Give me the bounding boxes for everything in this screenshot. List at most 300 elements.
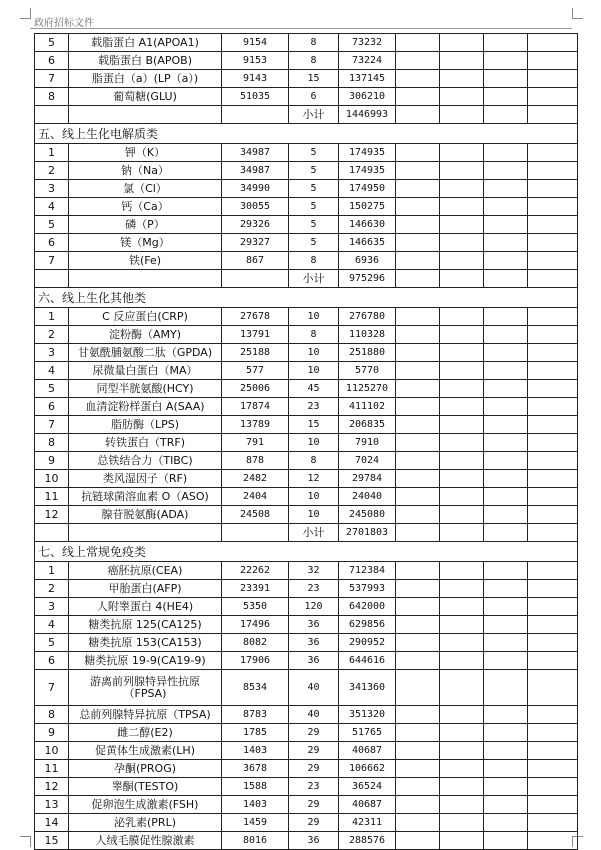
item-quantity: 17874 [222,398,289,416]
item-quantity: 878 [222,452,289,470]
table-row [35,52,578,70]
item-quantity: 24508 [222,506,289,524]
item-total: 36524 [339,778,396,796]
table-row [35,724,578,742]
empty-cell [484,252,528,270]
item-quantity: 23391 [222,580,289,598]
empty-cell [396,252,440,270]
header-divider [30,28,572,29]
row-number: 4 [35,362,69,380]
item-quantity: 5350 [222,598,289,616]
item-unit-price: 23 [289,778,339,796]
row-number: 1 [35,144,69,162]
item-quantity: 791 [222,434,289,452]
item-quantity: 1459 [222,814,289,832]
empty-cell [396,52,440,70]
empty-cell [484,234,528,252]
table-row [35,70,578,88]
row-number: 2 [35,162,69,180]
subtotal-row [35,106,578,124]
item-total: 7910 [339,434,396,452]
row-number: 6 [35,234,69,252]
item-quantity: 22262 [222,562,289,580]
empty-cell [222,524,289,542]
item-unit-price: 12 [289,470,339,488]
item-quantity: 2404 [222,488,289,506]
table-row [35,452,578,470]
empty-cell [484,326,528,344]
empty-cell [484,580,528,598]
empty-cell [484,616,528,634]
empty-cell [440,88,484,106]
empty-cell [528,724,578,742]
item-total: 276780 [339,308,396,326]
empty-cell [396,106,440,124]
empty-cell [440,470,484,488]
item-quantity: 51035 [222,88,289,106]
table-row [35,434,578,452]
empty-cell [69,106,222,124]
item-total: 411102 [339,398,396,416]
empty-cell [440,832,484,850]
empty-cell [396,524,440,542]
item-unit-price: 29 [289,796,339,814]
table-row [35,562,578,580]
empty-cell [484,270,528,288]
item-name: 钠（Na） [69,162,222,180]
table-row [35,198,578,216]
empty-cell [528,308,578,326]
item-total: 174950 [339,180,396,198]
item-quantity: 34987 [222,144,289,162]
row-number: 8 [35,434,69,452]
item-unit-price: 45 [289,380,339,398]
row-number: 3 [35,598,69,616]
item-unit-price: 23 [289,398,339,416]
item-unit-price: 5 [289,198,339,216]
empty-cell [396,308,440,326]
empty-cell [484,706,528,724]
item-unit-price: 10 [289,434,339,452]
empty-cell [528,778,578,796]
item-unit-price: 29 [289,760,339,778]
empty-cell [396,652,440,670]
table-row [35,760,578,778]
empty-cell [396,344,440,362]
item-total: 51765 [339,724,396,742]
empty-cell [396,778,440,796]
section-heading: 七、线上常规免疫类 [35,542,578,562]
empty-cell [440,416,484,434]
empty-cell [440,452,484,470]
empty-cell [440,580,484,598]
row-number: 5 [35,34,69,52]
empty-cell [528,634,578,652]
empty-cell [396,796,440,814]
item-unit-price: 5 [289,234,339,252]
row-number: 5 [35,634,69,652]
empty-cell [222,270,289,288]
item-name: 载脂蛋白 B(APOB) [69,52,222,70]
empty-cell [396,88,440,106]
empty-cell [484,434,528,452]
empty-cell [440,524,484,542]
item-quantity: 1588 [222,778,289,796]
row-number: 2 [35,580,69,598]
table-row [35,832,578,850]
item-quantity: 17906 [222,652,289,670]
empty-cell [528,760,578,778]
item-quantity: 25188 [222,344,289,362]
row-number: 8 [35,706,69,724]
item-unit-price: 8 [289,252,339,270]
empty-cell [440,796,484,814]
item-name: 甘氨酰脯氨酸二肽（GPDA) [69,344,222,362]
empty-cell [396,452,440,470]
empty-cell [484,832,528,850]
table-row [35,616,578,634]
row-number: 5 [35,380,69,398]
item-name: 总前列腺特异抗原（TPSA) [69,706,222,724]
empty-cell [440,180,484,198]
item-unit-price: 36 [289,616,339,634]
empty-cell [528,344,578,362]
empty-cell [396,634,440,652]
subtotal-label: 小计 [289,524,339,542]
item-name: 泌乳素(PRL) [69,814,222,832]
row-number: 4 [35,198,69,216]
empty-cell [528,270,578,288]
empty-cell [484,598,528,616]
empty-cell [440,326,484,344]
item-quantity: 867 [222,252,289,270]
item-unit-price: 36 [289,634,339,652]
table-row [35,814,578,832]
item-total: 106662 [339,760,396,778]
item-quantity: 1785 [222,724,289,742]
item-unit-price: 8 [289,34,339,52]
empty-cell [528,216,578,234]
table-row [35,634,578,652]
empty-cell [396,270,440,288]
item-name: 糖类抗原 19-9(CA19-9) [69,652,222,670]
item-total: 644616 [339,652,396,670]
item-quantity: 30055 [222,198,289,216]
item-quantity: 13791 [222,326,289,344]
empty-cell [440,760,484,778]
table-row [35,706,578,724]
table-row [35,162,578,180]
item-quantity: 27678 [222,308,289,326]
item-quantity: 13789 [222,416,289,434]
empty-cell [440,598,484,616]
row-number: 13 [35,796,69,814]
item-total: 150275 [339,198,396,216]
item-quantity: 8082 [222,634,289,652]
item-total: 29784 [339,470,396,488]
empty-cell [484,362,528,380]
empty-cell [484,778,528,796]
empty-cell [528,398,578,416]
page-corner-mark [572,8,583,19]
empty-cell [484,398,528,416]
table-row [35,344,578,362]
empty-cell [396,742,440,760]
row-number: 8 [35,88,69,106]
empty-cell [396,180,440,198]
empty-cell [440,670,484,706]
item-unit-price: 5 [289,144,339,162]
item-total: 341360 [339,670,396,706]
empty-cell [528,362,578,380]
empty-cell [484,796,528,814]
empty-cell [484,416,528,434]
item-unit-price: 40 [289,706,339,724]
item-unit-price: 10 [289,488,339,506]
row-number: 11 [35,488,69,506]
item-quantity: 577 [222,362,289,380]
item-total: 40687 [339,742,396,760]
empty-cell [440,434,484,452]
empty-cell [484,144,528,162]
section-heading: 六、线上生化其他类 [35,288,578,308]
empty-cell [396,832,440,850]
row-number: 1 [35,562,69,580]
empty-cell [528,814,578,832]
empty-cell [440,270,484,288]
row-number: 6 [35,52,69,70]
row-number: 5 [35,216,69,234]
row-number: 7 [35,70,69,88]
item-name: C 反应蛋白(CRP) [69,308,222,326]
empty-cell [528,162,578,180]
empty-cell [440,52,484,70]
item-quantity: 34990 [222,180,289,198]
item-name: 甲胎蛋白(AFP) [69,580,222,598]
item-total: 288576 [339,832,396,850]
page-corner-mark [20,836,31,847]
table-row [35,362,578,380]
item-total: 73224 [339,52,396,70]
item-name: 癌胚抗原(CEA) [69,562,222,580]
empty-cell [35,270,69,288]
empty-cell [396,580,440,598]
item-unit-price: 32 [289,562,339,580]
empty-cell [528,598,578,616]
empty-cell [440,706,484,724]
empty-cell [484,180,528,198]
item-quantity: 29326 [222,216,289,234]
empty-cell [396,380,440,398]
item-unit-price: 5 [289,180,339,198]
empty-cell [484,670,528,706]
row-number: 15 [35,832,69,850]
item-name: 人附睾蛋白 4(HE4) [69,598,222,616]
price-table [34,33,578,850]
subtotal-label: 小计 [289,270,339,288]
row-number: 14 [35,814,69,832]
item-name: 血清淀粉样蛋白 A(SAA) [69,398,222,416]
empty-cell [396,488,440,506]
empty-cell [222,106,289,124]
row-number: 7 [35,416,69,434]
item-total: 629856 [339,616,396,634]
item-quantity: 9153 [222,52,289,70]
item-quantity: 8783 [222,706,289,724]
empty-cell [440,162,484,180]
empty-cell [484,88,528,106]
item-total: 351320 [339,706,396,724]
empty-cell [69,270,222,288]
item-total: 146635 [339,234,396,252]
row-number: 9 [35,724,69,742]
item-name: 孕酮(PROG) [69,760,222,778]
table-row [35,180,578,198]
item-name: 糖类抗原 153(CA153) [69,634,222,652]
item-total: 712384 [339,562,396,580]
empty-cell [440,234,484,252]
table-row [35,652,578,670]
item-name: 镁（Mg） [69,234,222,252]
item-total: 146630 [339,216,396,234]
item-name: 脂肪酶（LPS) [69,416,222,434]
item-name: 糖类抗原 125(CA125) [69,616,222,634]
item-total: 537993 [339,580,396,598]
item-name: 尿微量白蛋白（MA） [69,362,222,380]
empty-cell [484,70,528,88]
empty-cell [528,506,578,524]
item-total: 251880 [339,344,396,362]
empty-cell [528,180,578,198]
item-total: 206835 [339,416,396,434]
empty-cell [440,634,484,652]
empty-cell [484,34,528,52]
empty-cell [440,106,484,124]
empty-cell [528,652,578,670]
item-name: 腺苷脱氨酶(ADA) [69,506,222,524]
empty-cell [35,106,69,124]
empty-cell [528,252,578,270]
item-name: 脂蛋白（a）(LP（a）) [69,70,222,88]
table-row [35,252,578,270]
empty-cell [484,562,528,580]
item-quantity: 9143 [222,70,289,88]
empty-cell [396,216,440,234]
item-unit-price: 10 [289,362,339,380]
section-heading: 五、线上生化电解质类 [35,124,578,144]
empty-cell [528,452,578,470]
item-name: 转铁蛋白（TRF) [69,434,222,452]
empty-cell [484,452,528,470]
row-number: 3 [35,344,69,362]
empty-cell [440,144,484,162]
table-row [35,506,578,524]
item-name: 葡萄糖(GLU) [69,88,222,106]
item-name: 铁(Fe) [69,252,222,270]
subtotal-row [35,524,578,542]
empty-cell [484,344,528,362]
empty-cell [484,162,528,180]
row-number: 6 [35,398,69,416]
subtotal-row [35,270,578,288]
row-number: 2 [35,326,69,344]
page-corner-mark [20,8,31,19]
empty-cell [69,524,222,542]
item-name: 类风湿因子（RF) [69,470,222,488]
item-unit-price: 120 [289,598,339,616]
section-row [35,542,578,562]
empty-cell [528,832,578,850]
empty-cell [528,198,578,216]
empty-cell [440,742,484,760]
empty-cell [396,470,440,488]
empty-cell [528,796,578,814]
item-name: 促卵泡生成激素(FSH) [69,796,222,814]
item-name: 氯（Cl） [69,180,222,198]
item-total: 42311 [339,814,396,832]
empty-cell [528,34,578,52]
empty-cell [396,506,440,524]
row-number: 11 [35,760,69,778]
empty-cell [528,742,578,760]
empty-cell [396,234,440,252]
empty-cell [528,580,578,598]
item-name: 淀粉酶（AMY) [69,326,222,344]
item-name: 雌二醇(E2) [69,724,222,742]
item-total: 40687 [339,796,396,814]
empty-cell [396,724,440,742]
empty-cell [440,380,484,398]
item-quantity: 17496 [222,616,289,634]
table-row [35,34,578,52]
item-name: 载脂蛋白 A1(APOA1) [69,34,222,52]
empty-cell [396,598,440,616]
empty-cell [484,308,528,326]
empty-cell [440,814,484,832]
item-total: 137145 [339,70,396,88]
row-number: 10 [35,470,69,488]
item-unit-price: 8 [289,452,339,470]
empty-cell [528,380,578,398]
table-row [35,778,578,796]
empty-cell [528,706,578,724]
empty-cell [528,524,578,542]
empty-cell [484,814,528,832]
item-unit-price: 15 [289,70,339,88]
empty-cell [528,488,578,506]
item-quantity: 25006 [222,380,289,398]
item-name: 抗链球菌溶血素 O（ASO) [69,488,222,506]
item-quantity: 3678 [222,760,289,778]
empty-cell [396,562,440,580]
item-total: 174935 [339,144,396,162]
empty-cell [484,198,528,216]
empty-cell [440,506,484,524]
item-quantity: 9154 [222,34,289,52]
table-row [35,488,578,506]
item-total: 24040 [339,488,396,506]
table-row [35,398,578,416]
table-row [35,470,578,488]
item-unit-price: 29 [289,742,339,760]
item-total: 5770 [339,362,396,380]
empty-cell [528,416,578,434]
table-row [35,308,578,326]
empty-cell [396,814,440,832]
item-quantity: 34987 [222,162,289,180]
empty-cell [440,252,484,270]
empty-cell [35,524,69,542]
